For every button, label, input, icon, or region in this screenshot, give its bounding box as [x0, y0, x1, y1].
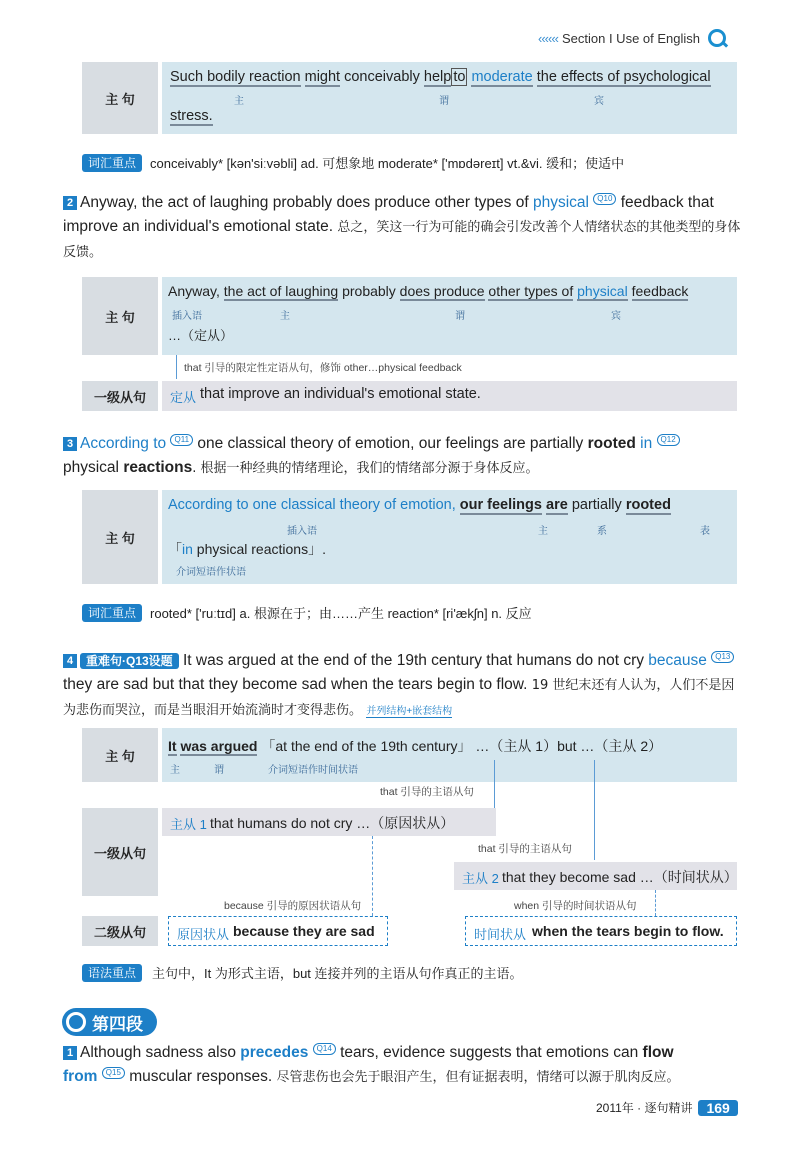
main-clause-label-2: 主 句 [82, 277, 158, 355]
vocab-tag-2: 词汇重点 [82, 604, 142, 622]
sentence-line: Such bodily reaction might conceivably help to moderate the effects of psychological [170, 69, 711, 85]
sub-clause-label: 一级从句 [82, 381, 158, 411]
q-section-icon [66, 1012, 86, 1032]
main-clause-box-3: According to one classical theory of emotion, our feelings are partially rooted 插入语 主 系 表 「in physical reactions」. 介词短语作状语 [162, 490, 737, 584]
vocab-tag: 词汇重点 [82, 154, 142, 172]
running-header [538, 29, 726, 47]
main-clause-label-3: 主 句 [82, 490, 158, 584]
structure-tag: 并列结构+嵌套结构 [366, 706, 453, 717]
paragraph-5: 1 Although sadness also precedes Q14 tears, evidence suggests that emotions can flow from Q15 muscular responses. 尽管悲伤也会先于眼泪产生，但有证据表明，情绪可以源于肌肉反应。 [63, 1044, 680, 1085]
reason-clause-note: because 引导的原因状语从句 [224, 900, 362, 912]
footer-text: 2011年 · 逐句精讲 [596, 1101, 693, 1115]
relative-clause-note: that 引导的限定性定语从句，修饰 other…physical feedback [184, 362, 462, 374]
page-number: 169 [698, 1100, 737, 1116]
q-logo-icon [708, 29, 726, 47]
time-clause-box: 时间状从 when the tears begin to flow. [465, 916, 737, 946]
header-title: Section I Use of English [561, 30, 701, 46]
sentence-line-2: stress. [170, 108, 213, 124]
subject-clause-1-box: 主从 1 that humans do not cry …（原因状从） [162, 808, 496, 836]
main-clause-label-4: 主 句 [82, 728, 158, 782]
key-sentence-flag: 重难句·Q13设题 [80, 653, 179, 669]
main-clause-box-4: It was argued 「at the end of the 19th century」 …（主从 1）but …（主从 2） 主 谓 介词短语作时间状语 [162, 728, 737, 782]
paragraph-2: 2 Anyway, the act of laughing probably does produce other types of physical Q10 feedback that improve an individual's emotional state. 总之，笑这一行为可能的确会引发改善个人情绪状态的其他类型的身体反馈。 [63, 194, 741, 260]
grammar-tag: 语法重点 [82, 964, 142, 982]
paragraph-3: 3 According to Q11 one classical theory of emotion, our feelings are partially rooted in Q12 physical reactions. 根据一种经典的情绪理论，我们的情绪部分源于身体反应。 [63, 432, 745, 481]
vocab-text-2: rooted* ['ruːtɪd] a. 根源在于；由……产生 reaction* [ri'ækʃn] n. 反应 [150, 606, 532, 621]
vocab-row-2 [82, 603, 532, 622]
vocab-row [82, 153, 624, 172]
grammar-text: 主句中，It 为形式主语，but 连接并列的主语从句作真正的主语。 [152, 966, 523, 981]
subject-clause-note-1: that 引导的主语从句 [380, 786, 474, 798]
second-level-label: 二级从句 [82, 916, 158, 946]
main-clause-box-2: Anyway, the act of laughing probably does produce other types of physical feedback 插入语 主 谓 宾 …（定从） [162, 277, 737, 355]
time-clause-note: when 引导的时间状语从句 [514, 900, 637, 912]
section-title: 第四段 [62, 1008, 157, 1036]
vocab-text: conceivably* [kən'siːvəbli] ad. 可想象地 moderate* ['mɒdəreɪt] vt.&vi. 缓和；使适中 [150, 156, 625, 171]
subject-clause-note-2: that 引导的主语从句 [478, 843, 572, 855]
reason-clause-box: 原因状从 because they are sad [168, 916, 388, 946]
arrow-icons: ‹‹‹‹‹‹ [538, 30, 558, 46]
sub-clause-box: 定从 that improve an individual's emotional state. [162, 381, 737, 411]
subject-clause-2-box: 主从 2 that they become sad …（时间状从） [454, 862, 737, 890]
page-footer [596, 1099, 738, 1116]
sub-clause-label-4: 一级从句 [82, 808, 158, 896]
grammar-row [82, 963, 523, 982]
main-clause-label: 主 句 [82, 62, 158, 134]
paragraph-4: 4 重难句·Q13设题 It was argued at the end of the 19th century that humans do not cry because Q13 they are sad but that they become sad when the tears begin to flow. 19 世纪末还有人认为，人们不是因为悲伤而哭泣，而是当眼泪开始流淌时才变得悲伤。 并列结构+嵌套结构 [63, 652, 735, 718]
main-clause-box: Such bodily reaction might conceivably help to moderate the effects of psychological 主 谓 宾 stress. [162, 62, 737, 134]
